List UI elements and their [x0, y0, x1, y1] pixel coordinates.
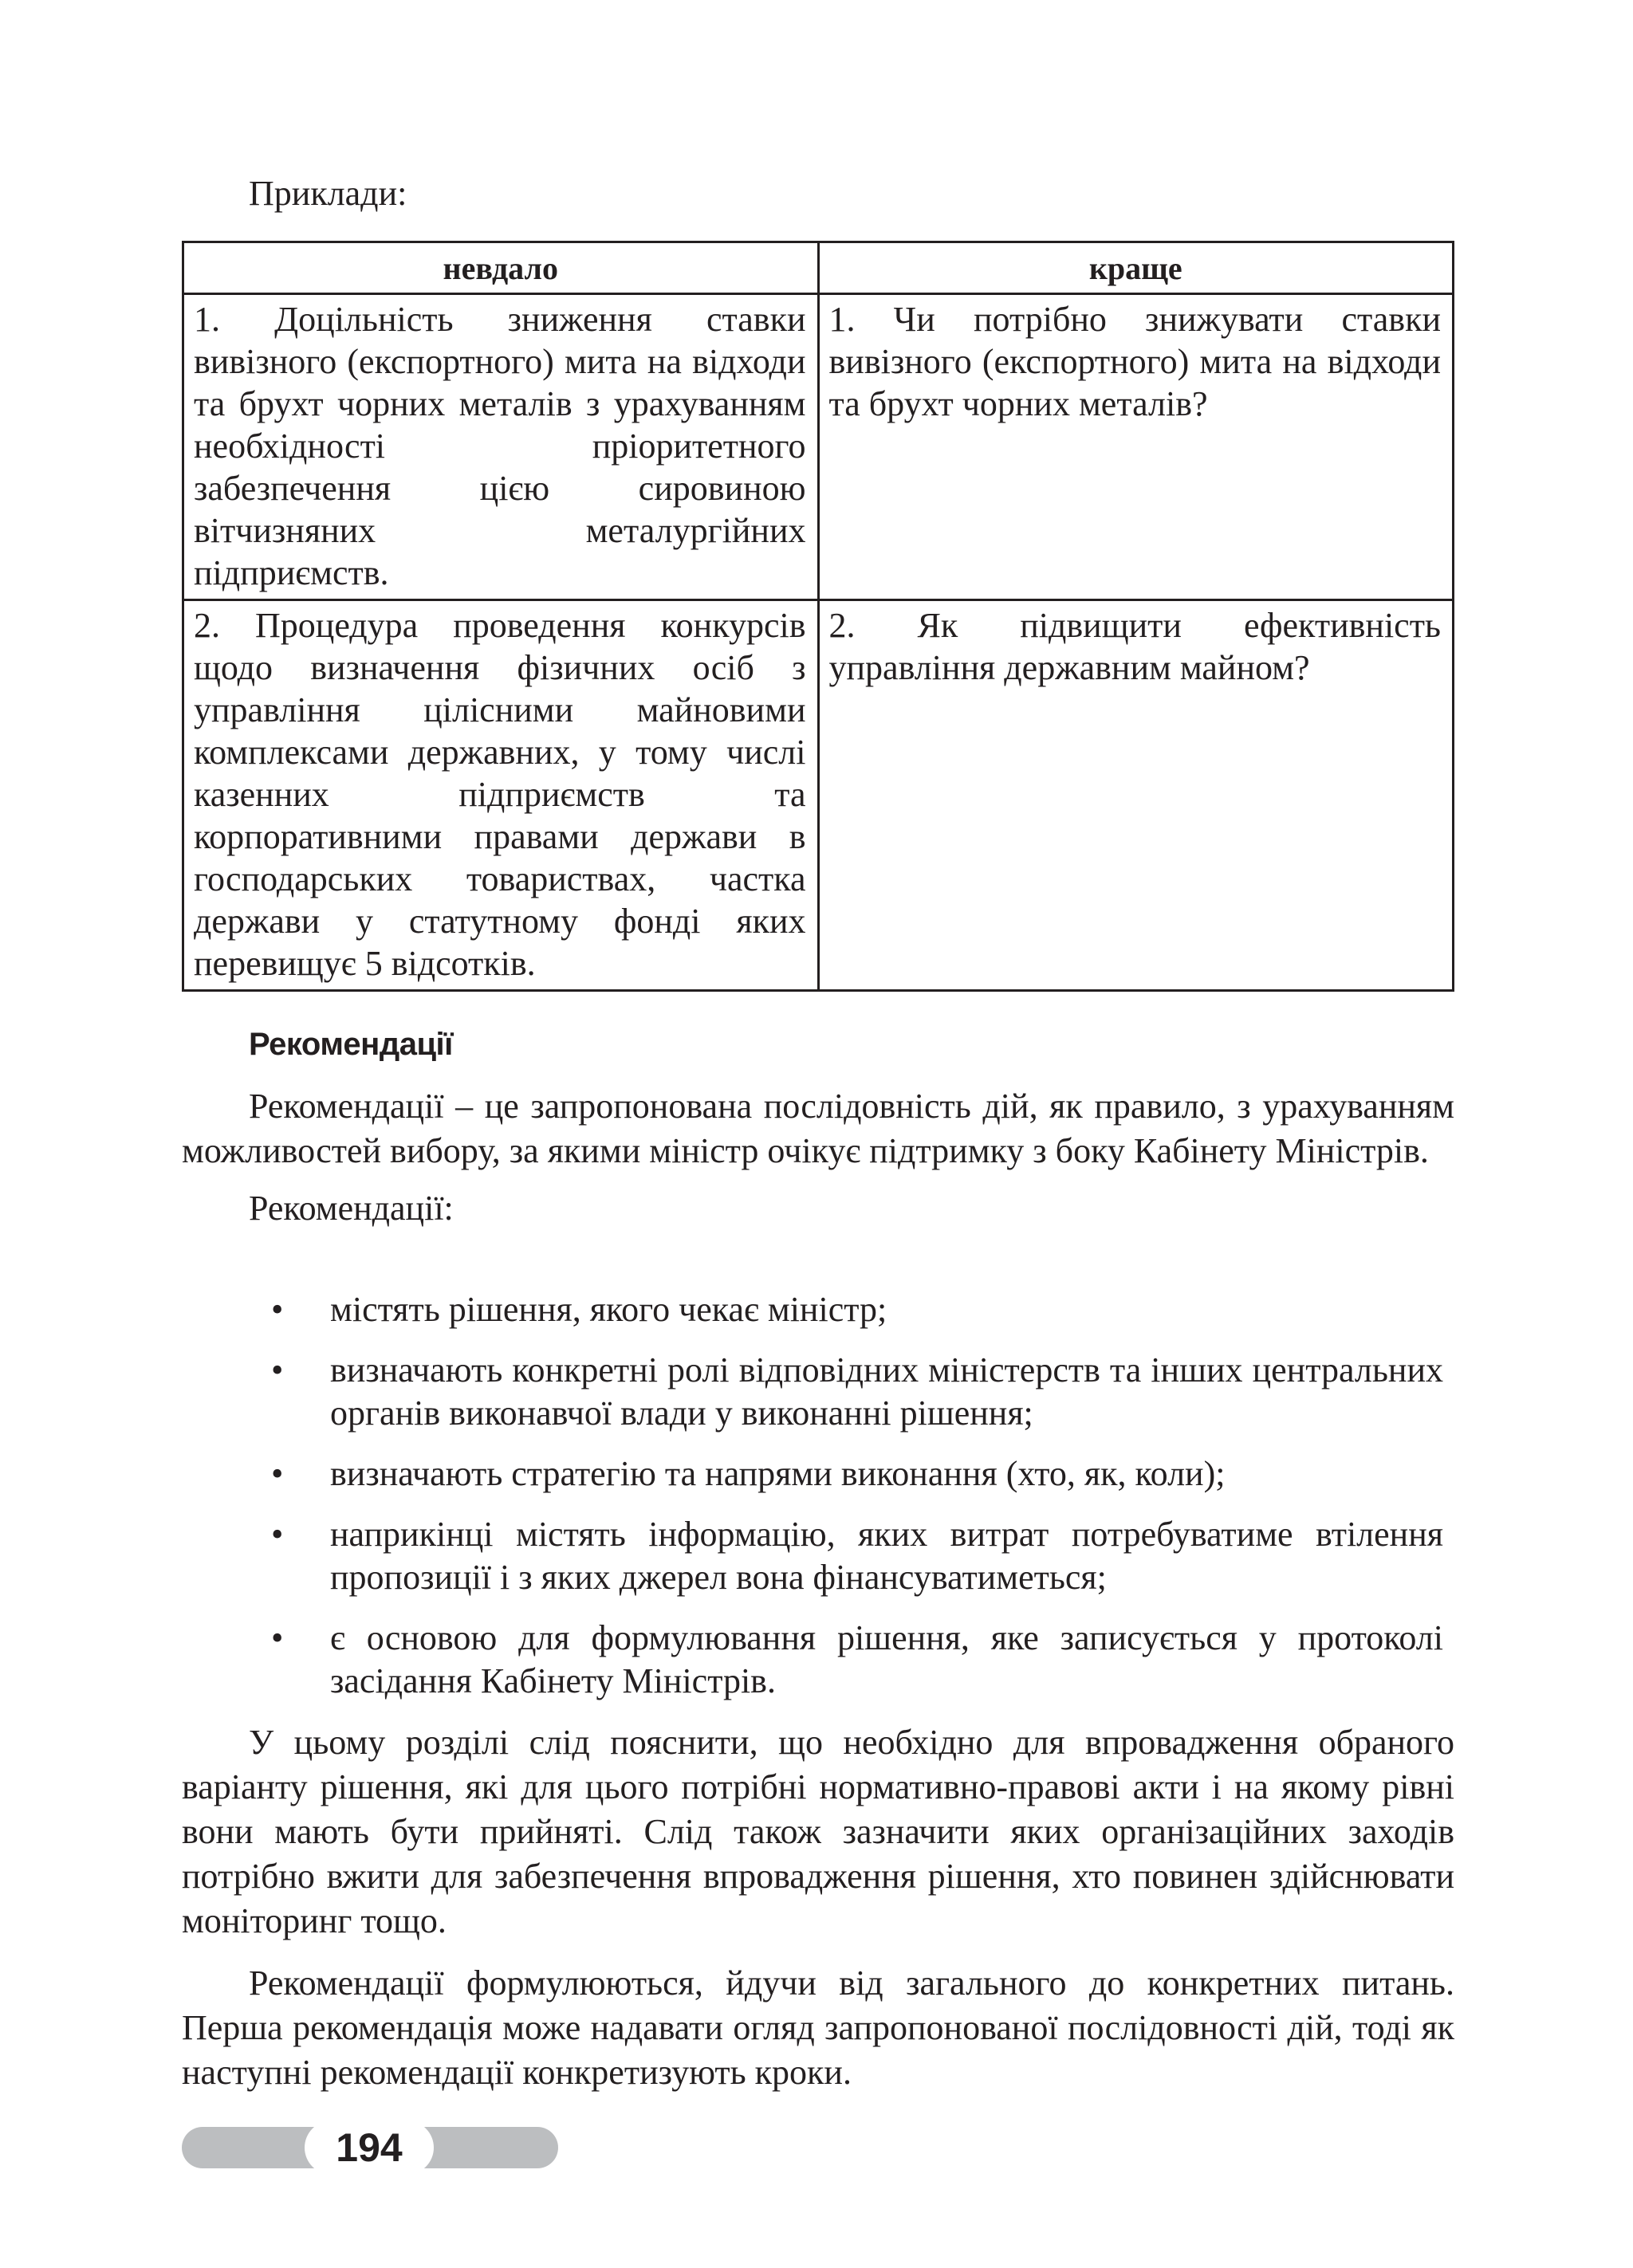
- list-intro: Рекомендації:: [249, 1189, 454, 1228]
- header-bad: невдало: [183, 242, 819, 294]
- list-item: [182, 1452, 1454, 1496]
- examples-table: [182, 241, 1454, 992]
- intro-paragraph: Рекомендації – це запропонована послідовність дій, як правило, з урахуванням можливостей вибору, за якими міністр очікує підтримку з боку Кабінету Міністрів.: [182, 1087, 1454, 1170]
- page-number: 194: [305, 2121, 434, 2175]
- list-item-text: наприкінці містять інформацію, яких витрат потребуватиме втілення пропозиції і з яких джерел вона фінансуватиметься;: [330, 1515, 1443, 1597]
- list-item: [182, 1617, 1454, 1703]
- paragraph-formulation: Рекомендації формулюються, йдучи від загального до конкретних питань. Перша рекомендація може надавати огляд запропонованої послідовності дій, тоді як наступні рекомендації конкретизують кроки.: [182, 1963, 1454, 2092]
- bullet-icon: •: [271, 1515, 284, 1554]
- table-cell-bad: 1. Доцільність зниження ставки вивізного (експортного) мита на відходи та брухт чорних металів з урахуванням необхідності пріоритетного забезпечення цією сировиною вітчизняних металургійних підприємств.: [183, 294, 819, 600]
- list-item-text: є основою для формулювання рішення, яке записується у протоколі засідання Кабінету Міністрів.: [330, 1618, 1443, 1700]
- examples-label: Приклади:: [249, 174, 407, 213]
- table-row: [183, 600, 1454, 991]
- table-cell-bad: 2. Процедура проведення конкурсів щодо визначення фізичних осіб з управління цілісними майновими комплексами державних, у тому числі казенних підприємств та корпоративними правами держави в господарських товариствах, частка держави у статутному фонді яких перевищує 5 відсотків.: [183, 600, 819, 991]
- list-item-text: містять рішення, якого чекає міністр;: [330, 1290, 887, 1329]
- list-item-text: визначають конкретні ролі відповідних міністерств та інших центральних органів виконавчої влади у виконанні рішення;: [330, 1350, 1443, 1433]
- table-row: [183, 294, 1454, 600]
- table-cell-better: 2. Як підвищити ефективність управління державним майном?: [818, 600, 1454, 991]
- table-header-row: [183, 242, 1454, 294]
- recommendations-list: [182, 1288, 1454, 1720]
- list-item: [182, 1349, 1454, 1435]
- header-better: краще: [818, 242, 1454, 294]
- bullet-icon: •: [271, 1618, 284, 1657]
- bullet-icon: •: [271, 1350, 284, 1389]
- closing-block: [182, 1720, 1454, 2095]
- bullet-icon: •: [271, 1290, 284, 1329]
- intro-block: [182, 1084, 1454, 1231]
- section-heading: Рекомендації: [249, 1027, 453, 1062]
- list-item: [182, 1288, 1454, 1331]
- bullet-icon: •: [271, 1454, 284, 1493]
- list-item: [182, 1513, 1454, 1599]
- list-item-text: визначають стратегію та напрями виконання (хто, як, коли);: [330, 1454, 1226, 1493]
- table-cell-better: 1. Чи потрібно знижувати ставки вивізного (експортного) мита на відходи та брухт чорних металів?: [818, 294, 1454, 600]
- paragraph-implementation: У цьому розділі слід пояснити, що необхідно для впровадження обраного варіанту рішення, які для цього потрібні нормативно-правові акти і на якому рівні вони мають бути прийняті. Слід також зазначити яких організаційних заходів потрібно вжити для забезпечення впровадження рішення, хто повинен здійснювати моніторинг тощо.: [182, 1723, 1454, 1940]
